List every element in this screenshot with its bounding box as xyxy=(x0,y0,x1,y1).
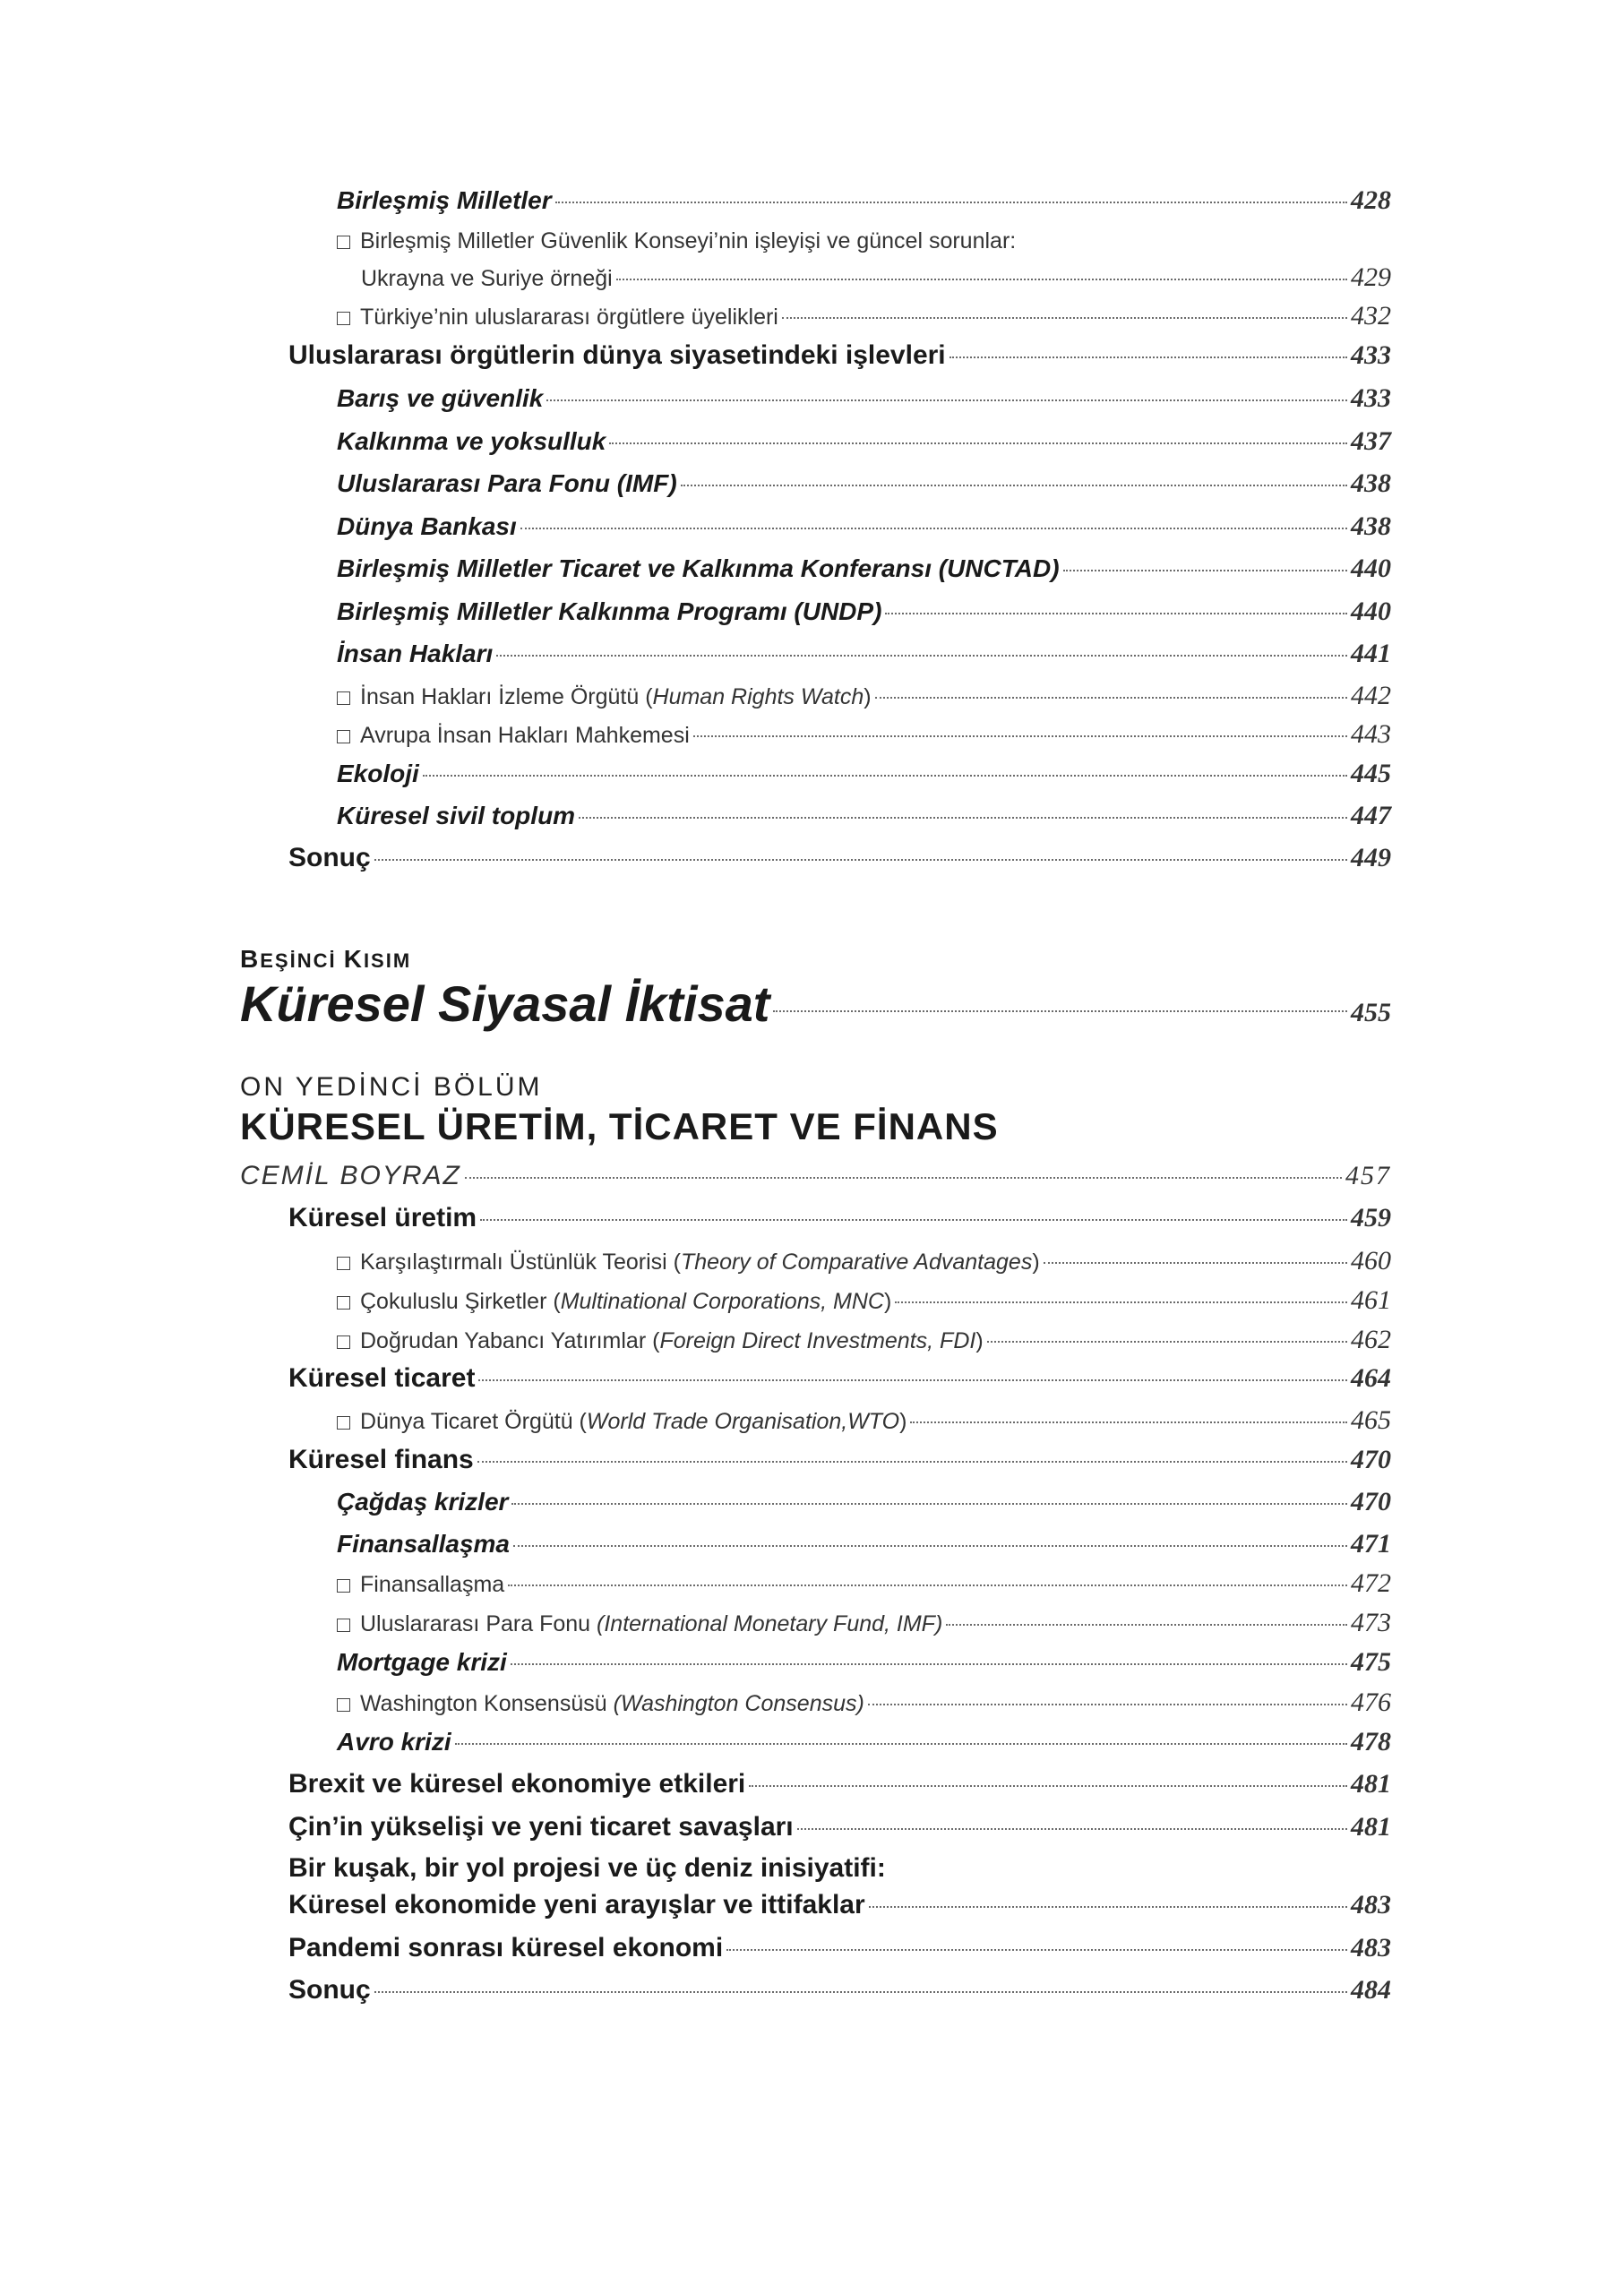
toc-page-number: 440 xyxy=(1351,554,1391,583)
dot-leader xyxy=(681,485,1347,486)
toc-entry-label: İnsan Hakları İzleme Örgütü ( xyxy=(360,684,653,709)
toc-entry[interactable] xyxy=(337,185,1391,216)
checkbox-bullet-icon xyxy=(337,730,350,743)
toc-page-number: 428 xyxy=(1351,185,1391,215)
dot-leader xyxy=(987,1341,1347,1343)
toc-entry-label: Doğrudan Yabancı Yatırımlar ( xyxy=(360,1328,660,1353)
part-label xyxy=(240,945,411,974)
toc-page-number: 442 xyxy=(1351,681,1391,710)
part-label-rest: EŞİNCİ xyxy=(260,949,344,972)
toc-entry[interactable] xyxy=(337,597,1391,627)
toc-page-number: 470 xyxy=(1351,1445,1391,1474)
toc-entry-label: Avrupa İnsan Hakları Mahkemesi xyxy=(360,723,690,748)
dot-leader xyxy=(546,399,1347,401)
dot-leader xyxy=(869,1906,1347,1908)
toc-entry[interactable] xyxy=(288,843,1391,873)
toc-page-number: 476 xyxy=(1351,1688,1391,1717)
toc-entry[interactable] xyxy=(337,468,1391,499)
toc-entry-label: Çağdaş krizler xyxy=(337,1488,509,1516)
dot-leader xyxy=(480,1219,1347,1221)
toc-entry-label: Küresel ticaret xyxy=(288,1363,476,1393)
toc-entry-label: Uluslararası örgütlerin dünya siyasetindeki işlevleri xyxy=(288,340,946,370)
toc-entry-part-title[interactable] xyxy=(240,975,1391,1033)
toc-entry-label-italic: World Trade Organisation,WTO xyxy=(586,1409,900,1434)
toc-page-number: 484 xyxy=(1351,1975,1391,2005)
toc-entry-label: Uluslararası Para Fonu xyxy=(360,1611,597,1636)
part-label-initial: B xyxy=(240,945,261,973)
toc-page-number: 471 xyxy=(1351,1529,1391,1559)
toc-entry-label: Kalkınma ve yoksulluk xyxy=(337,427,606,455)
toc-entry[interactable] xyxy=(337,383,1391,414)
toc-entry-label: Birleşmiş Milletler Ticaret ve Kalkınma Konferansı (UNCTAD) xyxy=(337,554,1060,582)
toc-entry[interactable] xyxy=(337,511,1391,542)
toc-page-number: 449 xyxy=(1351,843,1391,872)
toc-entry-label-italic: Foreign Direct Investments, FDI xyxy=(659,1328,976,1353)
toc-entry-label: Sonuç xyxy=(288,1975,371,2005)
toc-entry[interactable] xyxy=(337,1647,1391,1678)
checkbox-bullet-icon xyxy=(337,1416,350,1430)
toc-page-number: 441 xyxy=(1351,639,1391,668)
dot-leader xyxy=(579,817,1347,819)
toc-page-number: 433 xyxy=(1351,340,1391,370)
toc-entry-label: İnsan Hakları xyxy=(337,640,494,667)
toc-entry-label: Birleşmiş Milletler xyxy=(337,186,552,214)
toc-entry-label: Uluslararası Para Fonu (IMF) xyxy=(337,469,677,497)
dot-leader xyxy=(782,317,1347,319)
checkbox-bullet-icon xyxy=(337,691,350,705)
toc-entry-label-italic: Multinational Corporations, MNC xyxy=(560,1289,884,1314)
toc-entry[interactable] xyxy=(361,262,1391,293)
toc-entry-label-italic: Theory of Comparative Advantages xyxy=(680,1250,1033,1275)
dot-leader xyxy=(609,442,1347,444)
dot-leader xyxy=(797,1828,1347,1830)
toc-page-number: 455 xyxy=(1351,998,1391,1027)
toc-page-number: 440 xyxy=(1351,597,1391,626)
checkbox-bullet-icon xyxy=(337,1619,350,1632)
toc-page-number: 429 xyxy=(1351,262,1391,292)
checkbox-bullet-icon xyxy=(337,1579,350,1593)
toc-page-number: 475 xyxy=(1351,1647,1391,1677)
dot-leader xyxy=(616,279,1347,280)
toc-entry[interactable] xyxy=(288,1975,1391,2005)
chapter-title: KÜRESEL ÜRETİM, TİCARET VE FİNANS xyxy=(240,1105,999,1147)
chapter-author: CEMİL BOYRAZ xyxy=(240,1161,461,1190)
toc-entry[interactable] xyxy=(337,554,1391,584)
checkbox-bullet-icon xyxy=(337,1296,350,1310)
dot-leader xyxy=(773,1010,1347,1012)
toc-entry-label-after: ) xyxy=(883,1289,892,1314)
dot-leader xyxy=(1044,1262,1347,1264)
toc-entry[interactable] xyxy=(337,1727,1391,1757)
toc-page-number: 438 xyxy=(1351,468,1391,498)
toc-page-number: 462 xyxy=(1351,1325,1391,1354)
toc-entry[interactable] xyxy=(288,1363,1391,1394)
toc-entry[interactable] xyxy=(288,1933,1391,1963)
dot-leader xyxy=(511,1503,1347,1505)
dot-leader xyxy=(910,1421,1347,1423)
checkbox-bullet-icon xyxy=(337,236,350,249)
toc-entry[interactable] xyxy=(337,301,1391,331)
toc-page-number: 470 xyxy=(1351,1487,1391,1516)
toc-entry[interactable] xyxy=(337,681,1391,711)
dot-leader xyxy=(895,1301,1347,1303)
part-title: Küresel Siyasal İktisat xyxy=(240,975,770,1032)
toc-entry-label: Çin’in yükselişi ve yeni ticaret savaşları xyxy=(288,1812,794,1842)
toc-entry-label: Küresel finans xyxy=(288,1445,474,1474)
toc-page-number: 461 xyxy=(1351,1285,1391,1315)
dot-leader xyxy=(875,697,1347,699)
toc-page-number: 437 xyxy=(1351,426,1391,456)
toc-entry-label: Çokuluslu Şirketler ( xyxy=(360,1289,561,1314)
toc-page-number: 443 xyxy=(1351,719,1391,749)
dot-leader xyxy=(423,775,1347,777)
toc-entry-label: Karşılaştırmalı Üstünlük Teorisi ( xyxy=(360,1250,681,1275)
chapter-number: ON YEDİNCİ BÖLÜM xyxy=(240,1072,543,1102)
toc-entry[interactable] xyxy=(288,1769,1391,1799)
checkbox-bullet-icon xyxy=(337,1257,350,1270)
dot-leader xyxy=(555,202,1347,203)
toc-entry-label-italic: Human Rights Watch xyxy=(652,684,864,709)
toc-entry-label-italic: (International Monetary Fund, IMF) xyxy=(597,1611,943,1636)
toc-entry-label: Finansallaşma xyxy=(360,1572,505,1597)
toc-entry-label: Ukrayna ve Suriye örneği xyxy=(361,266,613,291)
toc-page-number: 473 xyxy=(1351,1608,1391,1637)
dot-leader xyxy=(455,1743,1347,1745)
dot-leader xyxy=(1063,570,1347,571)
dot-leader xyxy=(477,1461,1347,1463)
toc-entry-first-line xyxy=(337,228,1016,254)
checkbox-bullet-icon xyxy=(337,1335,350,1349)
dot-leader xyxy=(478,1379,1347,1381)
toc-entry[interactable] xyxy=(337,1246,1391,1276)
toc-page-number: 478 xyxy=(1351,1727,1391,1756)
toc-page-number: 465 xyxy=(1351,1405,1391,1435)
toc-entry-label: Birleşmiş Milletler Güvenlik Konseyi’nin işleyişi ve güncel sorunlar: xyxy=(360,228,1017,253)
toc-entry-label: Birleşmiş Milletler Kalkınma Programı (UNDP) xyxy=(337,597,882,625)
toc-entry[interactable] xyxy=(337,1405,1391,1436)
toc-entry[interactable] xyxy=(337,1688,1391,1718)
part-label-initial: K xyxy=(343,945,364,973)
toc-page-number: 483 xyxy=(1351,1890,1391,1919)
toc-page-number: 459 xyxy=(1351,1203,1391,1232)
toc-page-number: 445 xyxy=(1351,759,1391,788)
dot-leader xyxy=(726,1949,1347,1951)
toc-entry[interactable] xyxy=(288,1812,1391,1842)
toc-entry-label: Washington Konsensüsü xyxy=(360,1691,614,1716)
toc-entry[interactable] xyxy=(337,719,1391,750)
toc-page-number: 447 xyxy=(1351,801,1391,830)
toc-entry[interactable] xyxy=(288,1890,1391,1920)
toc-page-number: 472 xyxy=(1351,1568,1391,1598)
toc-entry-label: Barış ve güvenlik xyxy=(337,384,544,412)
checkbox-bullet-icon xyxy=(337,312,350,325)
toc-entry[interactable] xyxy=(337,1568,1391,1599)
toc-entry-label: Finansallaşma xyxy=(337,1530,510,1558)
toc-page-number: 457 xyxy=(1345,1161,1391,1190)
toc-entry[interactable] xyxy=(288,1203,1391,1233)
toc-entry-label: Pandemi sonrası küresel ekonomi xyxy=(288,1933,724,1962)
toc-entry-label: Dünya Ticaret Örgütü ( xyxy=(360,1409,587,1434)
toc-page-number: 483 xyxy=(1351,1933,1391,1962)
toc-entry-label: Küresel sivil toplum xyxy=(337,802,576,829)
dot-leader xyxy=(374,859,1347,861)
toc-entry-label-after: ) xyxy=(1032,1250,1040,1275)
toc-entry-label: Avro krizi xyxy=(337,1728,451,1756)
toc-entry[interactable] xyxy=(337,426,1391,457)
toc-page-number: 464 xyxy=(1351,1363,1391,1393)
toc-entry[interactable] xyxy=(337,801,1391,831)
dot-leader xyxy=(374,1991,1347,1993)
dot-leader xyxy=(949,356,1347,358)
dot-leader xyxy=(946,1624,1347,1626)
toc-entry-first-line: Bir kuşak, bir yol projesi ve üç deniz inisiyatifi: xyxy=(288,1853,886,1883)
dot-leader xyxy=(465,1177,1342,1179)
toc-page-number: 481 xyxy=(1351,1769,1391,1799)
toc-entry-label-after: ) xyxy=(975,1328,984,1353)
toc-entry[interactable] xyxy=(337,1285,1391,1316)
dot-leader xyxy=(868,1704,1347,1705)
dot-leader xyxy=(520,528,1347,529)
toc-page-number: 460 xyxy=(1351,1246,1391,1275)
toc-entry-label: Mortgage krizi xyxy=(337,1648,507,1676)
toc-entry[interactable] xyxy=(337,1608,1391,1638)
toc-entry[interactable] xyxy=(337,639,1391,669)
toc-entry[interactable] xyxy=(288,1445,1391,1475)
dot-leader xyxy=(513,1545,1347,1547)
toc-entry-label: Sonuç xyxy=(288,843,371,872)
toc-entry-label-italic: (Washington Consensus) xyxy=(613,1691,864,1716)
toc-entry[interactable] xyxy=(337,1325,1391,1355)
toc-entry-label: Ekoloji xyxy=(337,760,419,787)
dot-leader xyxy=(508,1584,1347,1586)
dot-leader xyxy=(749,1785,1347,1787)
toc-entry-label-after: ) xyxy=(899,1409,907,1434)
toc-entry[interactable] xyxy=(288,340,1391,371)
toc-entry[interactable] xyxy=(337,759,1391,789)
dot-leader xyxy=(693,735,1347,737)
toc-entry-label: Brexit ve küresel ekonomiye etkileri xyxy=(288,1769,746,1799)
dot-leader xyxy=(496,655,1347,657)
toc-page-number: 481 xyxy=(1351,1812,1391,1842)
checkbox-bullet-icon xyxy=(337,1698,350,1712)
toc-page-number: 432 xyxy=(1351,301,1391,331)
toc-entry[interactable] xyxy=(337,1487,1391,1517)
toc-entry-author[interactable] xyxy=(240,1161,1391,1191)
toc-entry-label-after: ) xyxy=(864,684,872,709)
toc-page-number: 438 xyxy=(1351,511,1391,541)
toc-entry-label: Türkiye’nin uluslararası örgütlere üyelikleri xyxy=(360,305,778,330)
dot-leader xyxy=(885,613,1347,614)
dot-leader xyxy=(511,1663,1347,1665)
toc-entry-label: Küresel ekonomide yeni arayışlar ve ittifaklar xyxy=(288,1890,865,1919)
toc-entry[interactable] xyxy=(337,1529,1391,1559)
part-label-rest: ISIM xyxy=(363,949,412,972)
toc-entry-label: Küresel üretim xyxy=(288,1203,477,1232)
toc-entry-label: Dünya Bankası xyxy=(337,512,517,540)
toc-page-number: 433 xyxy=(1351,383,1391,413)
